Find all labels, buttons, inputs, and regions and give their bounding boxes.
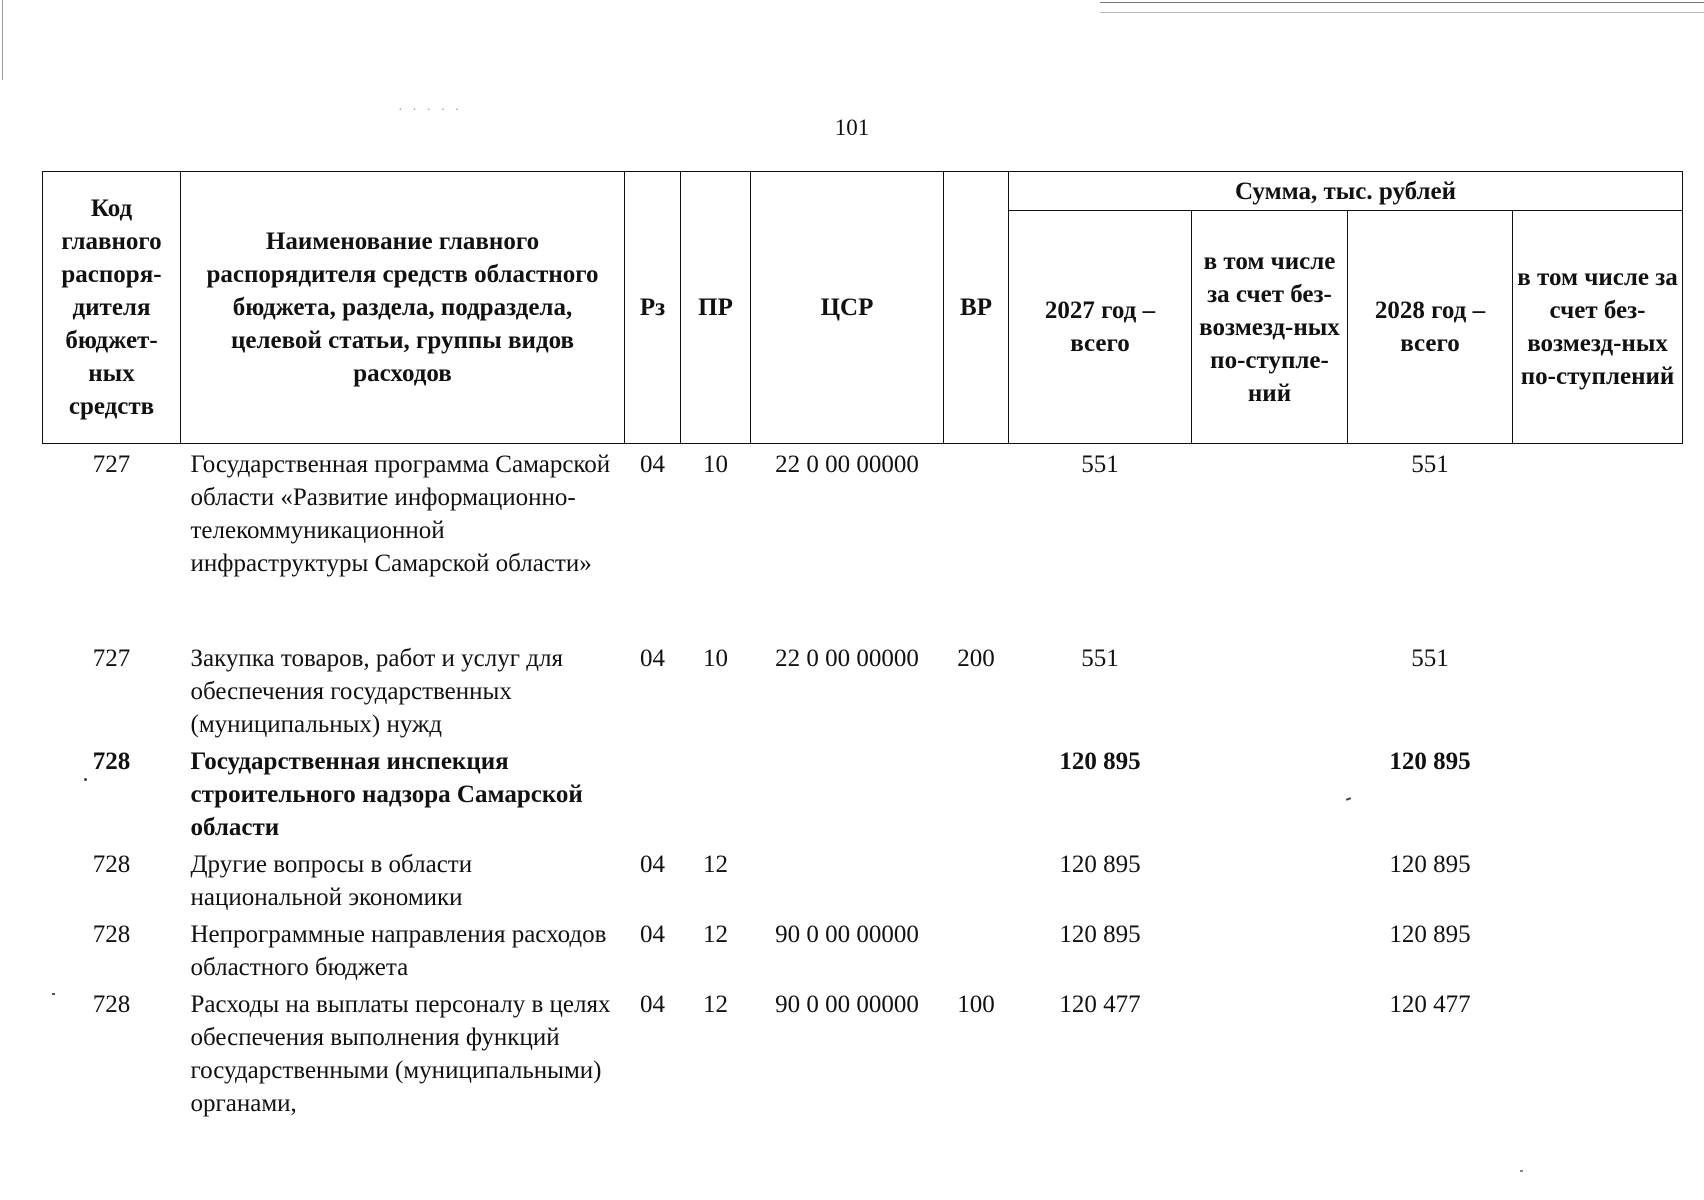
header-csr: ЦСР: [751, 172, 944, 444]
cell-pr: [681, 741, 751, 844]
cell-name: Другие вопросы в области национальной экономики: [190, 851, 473, 911]
cell-code: 727: [92, 645, 131, 672]
cell-csr: [751, 844, 944, 914]
cell-csr: 90 0 00 00000: [775, 991, 919, 1018]
cell-rz: 04: [640, 645, 665, 672]
cell-pr: 12: [703, 991, 728, 1018]
cell-2027-gratuitous: [1192, 444, 1348, 639]
scan-edge-line: [1100, 2, 1704, 3]
cell-rz: [625, 741, 681, 844]
cell-code: 727: [92, 451, 131, 478]
cell-csr: 90 0 00 00000: [775, 921, 919, 948]
cell-pr: 12: [703, 921, 728, 948]
header-2027-total: 2027 год – всего: [1009, 211, 1192, 444]
cell-2028-gratuitous: [1513, 638, 1683, 741]
table-row: [43, 444, 1683, 639]
cell-2028-total: 120 895: [1389, 851, 1471, 878]
cell-csr: 22 0 00 00000: [775, 645, 919, 672]
cell-csr: 22 0 00 00000: [775, 451, 919, 478]
header-sum: Сумма, тыс. рублей: [1009, 172, 1683, 211]
header-code: Код главного распоря-дителя бюджет-ных средств: [43, 172, 181, 444]
header-2027-gratuitous: в том числе за счет без-возмезд-ных по-ступле-ний: [1192, 211, 1348, 444]
cell-name: Государственная программа Самарской области «Развитие информационно-телекоммуникационной инфраструктуры Самарской области»: [190, 451, 611, 577]
table-row: [43, 914, 1683, 984]
cell-rz: 04: [640, 851, 665, 878]
cell-2028-total: 551: [1411, 645, 1449, 672]
cell-2027-gratuitous: [1192, 741, 1348, 844]
cell-csr: [751, 741, 944, 844]
cell-2028-gratuitous: [1513, 914, 1683, 984]
cell-2028-gratuitous: [1513, 741, 1683, 844]
cell-pr: 10: [703, 451, 728, 478]
cell-rz: 04: [640, 921, 665, 948]
cell-pr: 10: [703, 645, 728, 672]
header-2028-total: 2028 год – всего: [1348, 211, 1513, 444]
table-row: [43, 741, 1683, 844]
header-pr: ПР: [681, 172, 751, 444]
cell-2027-gratuitous: [1192, 638, 1348, 741]
cell-2028-total: 120 895: [1389, 921, 1471, 948]
cell-2028-gratuitous: [1513, 984, 1683, 1120]
header-name: Наименование главного распорядителя средств областного бюджета, раздела, подраздела, целевой статьи, группы видов расходов: [181, 172, 625, 444]
table-row: [43, 984, 1683, 1120]
cell-2027-total: 120 895: [1059, 748, 1141, 775]
scan-edge-line: [2, 0, 3, 80]
cell-rz: 04: [640, 991, 665, 1018]
cell-code: 728: [92, 851, 131, 878]
cell-vr: 100: [957, 991, 995, 1018]
cell-name: Непрограммные направления расходов областного бюджета: [190, 921, 607, 981]
table-row: [43, 638, 1683, 741]
cell-2027-gratuitous: [1192, 914, 1348, 984]
cell-vr: [944, 844, 1009, 914]
cell-code: 728: [92, 921, 131, 948]
cell-2027-total: 551: [1081, 451, 1119, 478]
header-rz: Рз: [625, 172, 681, 444]
budget-table: [42, 171, 1683, 1120]
table-row: [43, 844, 1683, 914]
cell-2027-total: 120 895: [1059, 921, 1141, 948]
cell-2028-gratuitous: [1513, 844, 1683, 914]
cell-pr: 12: [703, 851, 728, 878]
cell-vr: [944, 914, 1009, 984]
cell-2027-total: 120 477: [1059, 991, 1141, 1018]
cell-2028-gratuitous: [1513, 444, 1683, 639]
cell-name: Закупка товаров, работ и услуг для обеспечения государственных (муниципальных) нужд: [190, 645, 563, 738]
cell-name: Государственная инспекция строительного надзора Самарской области: [190, 748, 583, 841]
cell-2028-total: 120 477: [1389, 991, 1471, 1018]
cell-vr: [944, 444, 1009, 639]
cell-vr: 200: [957, 645, 995, 672]
cell-name: Расходы на выплаты персоналу в целях обеспечения выполнения функций государственными (муниципальными) органами,: [190, 991, 611, 1117]
scan-speck: [1520, 1170, 1523, 1172]
cell-code: 728: [92, 991, 131, 1018]
cell-2027-gratuitous: [1192, 984, 1348, 1120]
cell-2027-gratuitous: [1192, 844, 1348, 914]
scan-edge-line: [1100, 12, 1704, 13]
cell-2028-total: 551: [1411, 451, 1449, 478]
cell-2027-total: 120 895: [1059, 851, 1141, 878]
cell-vr: [944, 741, 1009, 844]
cell-2027-total: 551: [1081, 645, 1119, 672]
page-number: 101: [834, 115, 870, 140]
cell-code: 728: [92, 748, 131, 775]
cell-rz: 04: [640, 451, 665, 478]
header-2028-gratuitous: в том числе за счет без-возмезд-ных по-ступлений: [1513, 211, 1683, 444]
header-vr: ВР: [944, 172, 1009, 444]
cell-2028-total: 120 895: [1389, 748, 1471, 775]
scan-artifact: · · · · ·: [398, 103, 463, 118]
